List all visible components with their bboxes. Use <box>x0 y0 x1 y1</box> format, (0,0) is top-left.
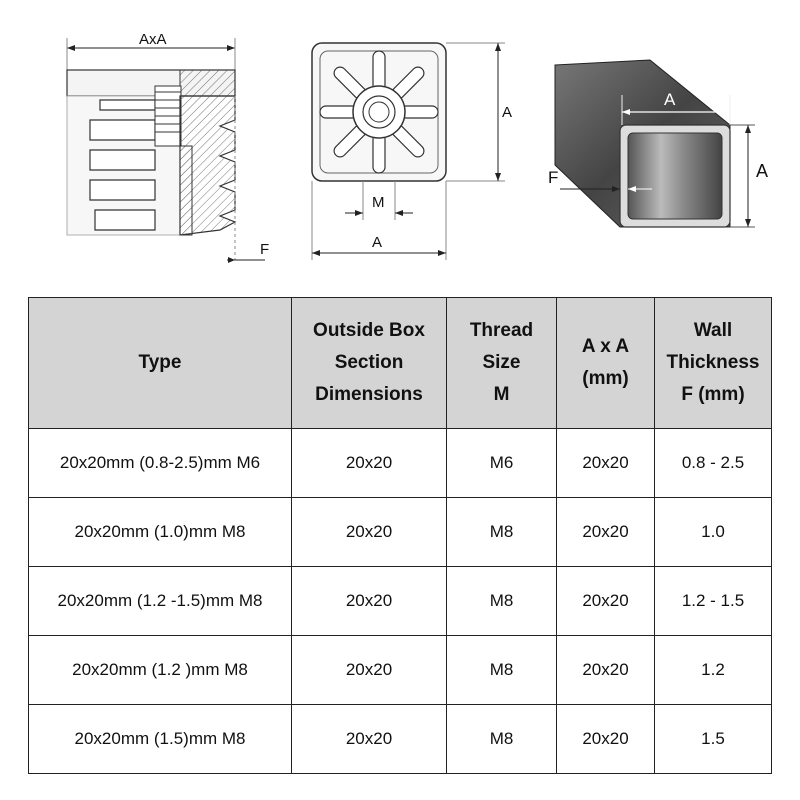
header-thread-size <box>447 298 557 429</box>
header-axa-line: A x A <box>581 336 630 357</box>
cell-thread: M8 <box>447 567 557 636</box>
cell-wall: 1.2 <box>655 636 772 705</box>
header-thread-line: Size <box>482 352 521 373</box>
header-outside-line: Section <box>334 352 404 373</box>
cell-type: 20x20mm (1.2 -1.5)mm M8 <box>29 567 292 636</box>
cell-thread: M8 <box>447 498 557 567</box>
header-thread-line: Thread <box>469 320 534 341</box>
technical-drawings <box>0 0 800 290</box>
cell-outside: 20x20 <box>292 567 447 636</box>
dim-a-horizontal-label: A <box>372 234 383 251</box>
cell-wall: 1.5 <box>655 705 772 774</box>
specification-table <box>28 297 772 774</box>
cell-type: 20x20mm (0.8-2.5)mm M6 <box>29 429 292 498</box>
cell-axa: 20x20 <box>557 498 655 567</box>
cell-type: 20x20mm (1.2 )mm M8 <box>29 636 292 705</box>
cell-thread: M8 <box>447 705 557 774</box>
cell-axa: 20x20 <box>557 705 655 774</box>
cell-wall: 0.8 - 2.5 <box>655 429 772 498</box>
header-type: Type <box>29 298 292 429</box>
tube-side-a-label: A <box>756 161 769 181</box>
header-axa <box>557 298 655 429</box>
tube-top-a-label: A <box>664 90 676 109</box>
cell-axa: 20x20 <box>557 636 655 705</box>
square-tube-diagram <box>540 55 780 240</box>
header-wall-line: Wall <box>693 320 733 341</box>
cell-type: 20x20mm (1.5)mm M8 <box>29 705 292 774</box>
cell-outside: 20x20 <box>292 498 447 567</box>
cell-thread: M6 <box>447 429 557 498</box>
table-row <box>29 498 772 567</box>
table-row <box>29 567 772 636</box>
header-outside-line: Dimensions <box>315 384 423 405</box>
header-wall-thickness <box>655 298 772 429</box>
header-axa-line: (mm) <box>582 368 629 389</box>
dim-a-vertical-label: A <box>502 104 513 121</box>
insert-cross-section-diagram <box>55 30 285 270</box>
table-row <box>29 705 772 774</box>
cell-wall: 1.0 <box>655 498 772 567</box>
header-outside-dimensions <box>292 298 447 429</box>
header-wall-line: Thickness <box>666 352 760 373</box>
cell-thread: M8 <box>447 636 557 705</box>
cell-wall: 1.2 - 1.5 <box>655 567 772 636</box>
header-wall-line: F (mm) <box>681 384 745 405</box>
table-row <box>29 429 772 498</box>
cell-outside: 20x20 <box>292 705 447 774</box>
cell-outside: 20x20 <box>292 429 447 498</box>
cell-axa: 20x20 <box>557 567 655 636</box>
cell-outside: 20x20 <box>292 636 447 705</box>
cell-type: 20x20mm (1.0)mm M8 <box>29 498 292 567</box>
dim-axa-label: AxA <box>139 31 167 48</box>
table-header-row <box>29 298 772 429</box>
tube-f-label: F <box>548 168 559 187</box>
header-thread-line: M <box>493 384 510 405</box>
table-row <box>29 636 772 705</box>
dim-m-label: M <box>372 194 385 211</box>
insert-top-view-diagram <box>300 35 530 265</box>
cell-axa: 20x20 <box>557 429 655 498</box>
dim-f-label: F <box>260 241 270 258</box>
header-outside-line: Outside Box <box>313 320 425 341</box>
